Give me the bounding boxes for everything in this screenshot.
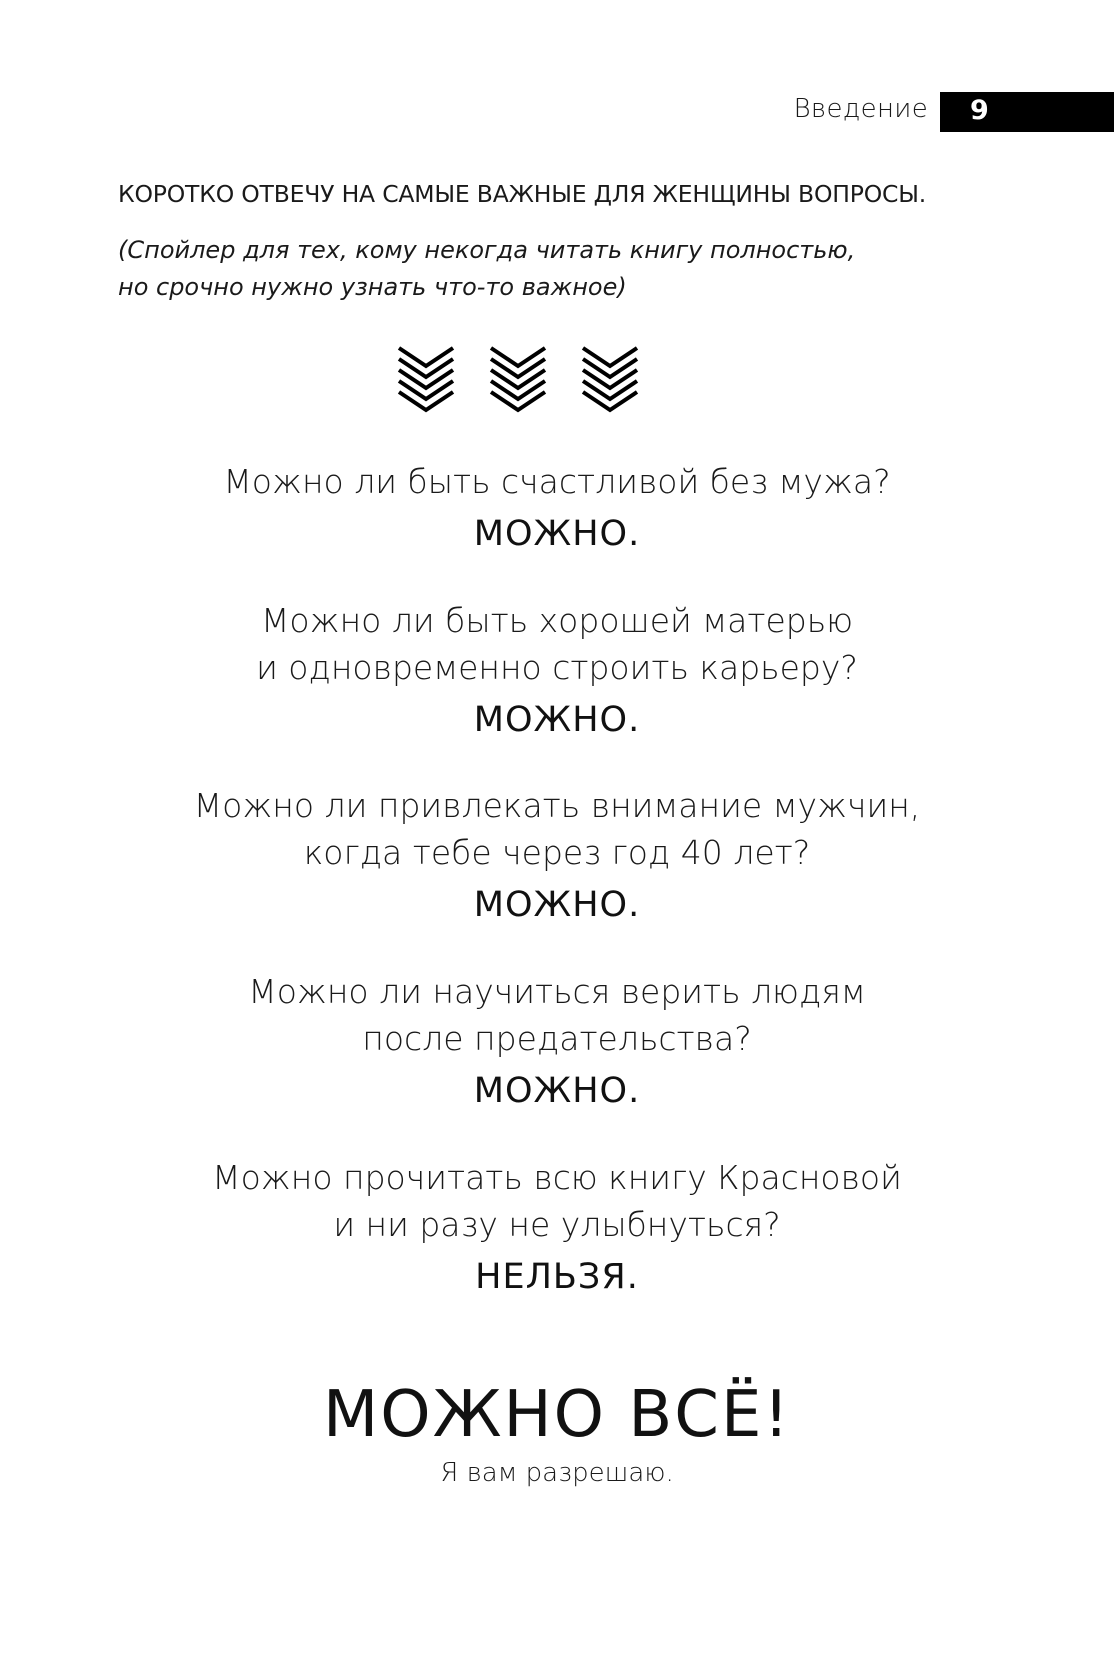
qa-block-5	[0, 1154, 1114, 1301]
page-number: 9	[970, 95, 989, 126]
qa-block-1	[0, 458, 1114, 558]
qa-block-3	[0, 782, 1114, 929]
spoiler-line-1: (Спойлер для тех, кому некогда читать книгу полностью,	[118, 236, 856, 264]
answer: МОЖНО.	[473, 700, 641, 740]
finale-headline: МОЖНО ВСЁ!	[322, 1378, 792, 1452]
question: Можно ли научиться верить людям	[248, 972, 866, 1011]
section-title: Введение	[793, 94, 928, 124]
chevron-divider	[395, 344, 655, 422]
intro-heading: КОРОТКО ОТВЕЧУ НА САМЫЕ ВАЖНЫЕ ДЛЯ ЖЕНЩИНЫ ВОПРОСЫ.	[118, 180, 927, 208]
chevron-down-stack-icon	[487, 344, 549, 422]
chevron-down-stack-icon	[395, 344, 457, 422]
finale-subline: Я вам разрешаю.	[440, 1458, 674, 1488]
answer: НЕЛЬЗЯ.	[475, 1257, 639, 1297]
spoiler-line-2: но срочно нужно узнать что-то важное)	[118, 273, 627, 301]
question: после предательства?	[362, 1019, 752, 1058]
spoiler-note	[118, 232, 855, 306]
question: и одновременно строить карьеру?	[256, 648, 858, 687]
answer: МОЖНО.	[473, 885, 641, 925]
question: Можно ли быть счастливой без мужа?	[223, 462, 891, 501]
chevron-down-stack-icon	[579, 344, 641, 422]
qa-block-2	[0, 597, 1114, 744]
question: Можно прочитать всю книгу Красновой	[212, 1158, 902, 1197]
qa-block-4	[0, 968, 1114, 1115]
question: когда тебе через год 40 лет?	[303, 833, 811, 872]
answer: МОЖНО.	[473, 514, 641, 554]
answer: МОЖНО.	[473, 1071, 641, 1111]
running-head	[0, 92, 1114, 132]
question: Можно ли привлекать внимание мужчин,	[193, 786, 921, 825]
page-number-box	[940, 92, 1114, 132]
question: и ни разу не улыбнуться?	[333, 1205, 781, 1244]
question: Можно ли быть хорошей матерью	[260, 601, 854, 640]
